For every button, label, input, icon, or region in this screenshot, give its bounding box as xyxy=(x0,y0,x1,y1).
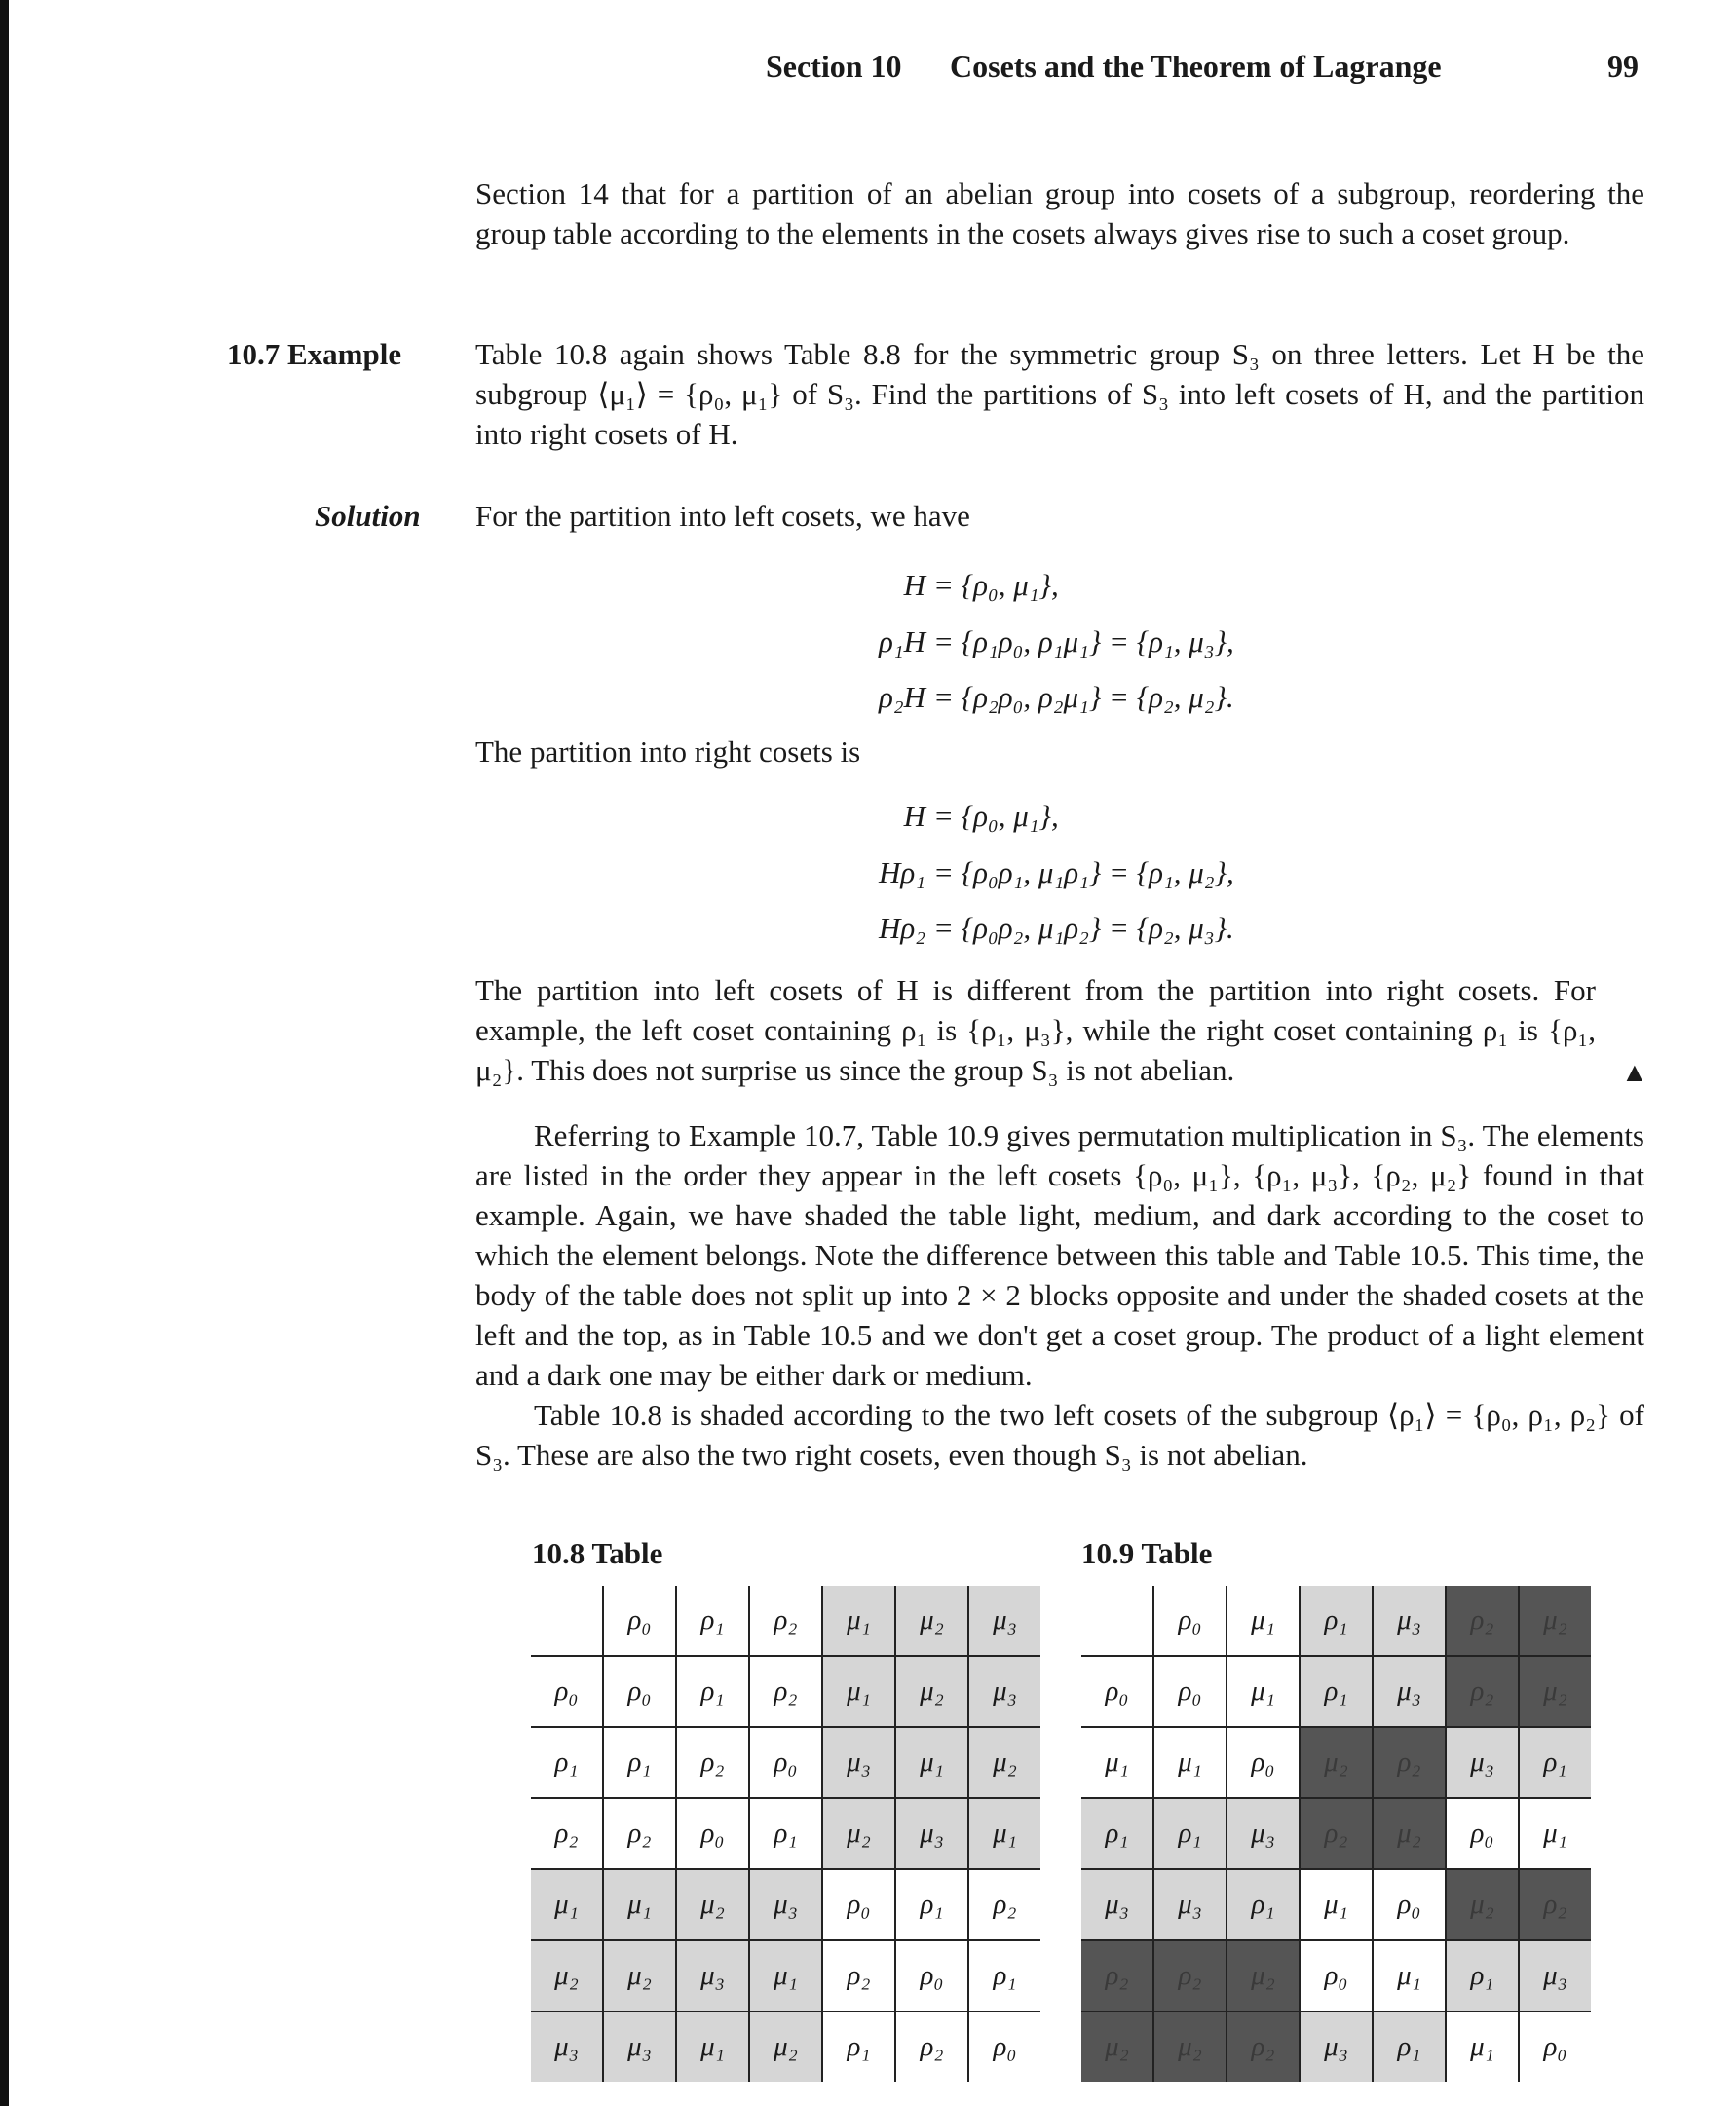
table-cell: ρ₂ xyxy=(1227,2012,1300,2082)
table-cell: ρ₁ xyxy=(895,1869,968,1940)
equation-lhs: Hρ₁ xyxy=(878,855,925,889)
equation-rhs: = {ρ₀, μ₁}, xyxy=(933,799,1059,833)
table-cell: ρ₀ xyxy=(895,1940,968,2012)
table-cell: ρ₀ xyxy=(676,1798,749,1869)
table-cell: ρ₁ xyxy=(968,1940,1040,2012)
solution-conclusion: The partition into left cosets of H is different from the partition into right cosets. For example, the left coset containing ρ₁ is {ρ₁, μ₃}, while the right coset containing ρ₁ is {ρ₁, μ₂}. This does not surprise us since the group S₃ is not abelian. xyxy=(475,973,1596,1087)
table-cell: μ₂ xyxy=(1300,1727,1373,1798)
table-header-cell: ρ₀ xyxy=(603,1586,676,1656)
table-row-label: μ₂ xyxy=(1081,2012,1153,2082)
table-row-label: ρ₀ xyxy=(531,1656,603,1727)
table-header-cell: μ₂ xyxy=(895,1586,968,1656)
table-cell: ρ₂ xyxy=(1446,1656,1519,1727)
page-binding-edge xyxy=(0,0,9,2106)
table-row-label: μ₂ xyxy=(531,1940,603,2012)
table-cell: μ₃ xyxy=(676,1940,749,2012)
table-cell: μ₃ xyxy=(1227,1798,1300,1869)
table-10-9 xyxy=(1081,1586,1591,2082)
table-header-cell: ρ₁ xyxy=(1300,1586,1373,1656)
table-row xyxy=(1081,1727,1591,1798)
table-row-label: ρ₁ xyxy=(531,1727,603,1798)
table-cell: ρ₂ xyxy=(822,1940,895,2012)
table-cell: ρ₁ xyxy=(676,1656,749,1727)
table-cell: ρ₀ xyxy=(1519,2012,1591,2082)
table-cell: ρ₂ xyxy=(676,1727,749,1798)
table-row-label: ρ₂ xyxy=(531,1798,603,1869)
equation-lhs: ρ₁H xyxy=(878,624,925,658)
table-header-cell: ρ₀ xyxy=(1153,1586,1227,1656)
equation-rhs: = {ρ₀, μ₁}, xyxy=(933,568,1059,602)
table-cell: μ₃ xyxy=(895,1798,968,1869)
page-number: 99 xyxy=(1607,49,1639,84)
table-cell: μ₂ xyxy=(1519,1656,1591,1727)
solution-label: Solution xyxy=(315,499,421,533)
table-cell: ρ₂ xyxy=(1373,1727,1446,1798)
table-header-cell: ρ₁ xyxy=(676,1586,749,1656)
table-row-label: μ₃ xyxy=(1081,1869,1153,1940)
example-label: 10.7 Example xyxy=(227,337,402,371)
table-10-8 xyxy=(531,1586,1040,2082)
table-cell: μ₁ xyxy=(822,1656,895,1727)
table-header-cell: ρ₂ xyxy=(1446,1586,1519,1656)
table-header-cell: μ₃ xyxy=(968,1586,1040,1656)
running-head-section: Section 10 xyxy=(766,49,902,84)
table-row xyxy=(531,2012,1040,2082)
table-cell: μ₃ xyxy=(749,1869,822,1940)
table-cell: ρ₂ xyxy=(895,2012,968,2082)
table-cell: μ₁ xyxy=(895,1727,968,1798)
table-header-cell: μ₃ xyxy=(1373,1586,1446,1656)
table-header-cell: μ₁ xyxy=(1227,1586,1300,1656)
table-cell: ρ₁ xyxy=(1227,1869,1300,1940)
table-cell: μ₁ xyxy=(1446,2012,1519,2082)
table-cell: ρ₁ xyxy=(1519,1727,1591,1798)
equation-lhs: Hρ₂ xyxy=(878,911,925,945)
table-cell: ρ₂ xyxy=(749,1656,822,1727)
table-cell: μ₁ xyxy=(968,1798,1040,1869)
equation-rhs: = {ρ₀ρ₂, μ₁ρ₂} = {ρ₂, μ₃}. xyxy=(933,911,1234,945)
table-row xyxy=(531,1727,1040,1798)
table-row xyxy=(1081,1869,1591,1940)
table-cell: ρ₀ xyxy=(603,1656,676,1727)
table-cell: μ₂ xyxy=(1373,1798,1446,1869)
intro-paragraph: Section 14 that for a partition of an abelian group into cosets of a subgroup, reordering the group table according to the elements in the cosets always gives rise to such a coset group. xyxy=(475,176,1644,250)
table-cell: ρ₁ xyxy=(1300,1656,1373,1727)
table-cell: ρ₀ xyxy=(1153,1656,1227,1727)
table-cell: μ₃ xyxy=(1153,1869,1227,1940)
paragraph-table-shading: Table 10.8 is shaded according to the two left cosets of the subgroup ⟨ρ₁⟩ = {ρ₀, ρ₁, ρ₂} of S₃. These are also the two right cosets, even though S₃ is not abelian. xyxy=(475,1398,1644,1472)
table-cell: ρ₁ xyxy=(1446,1940,1519,2012)
table-cell: μ₂ xyxy=(676,1869,749,1940)
table-cell: μ₁ xyxy=(676,2012,749,2082)
table-cell: μ₃ xyxy=(1519,1940,1591,2012)
table-cell: μ₂ xyxy=(822,1798,895,1869)
end-of-example-triangle-icon: ▲ xyxy=(1621,1058,1648,1088)
table-cell: μ₂ xyxy=(749,2012,822,2082)
table-10-9-caption: 10.9 Table xyxy=(1081,1536,1213,1570)
table-cell: ρ₁ xyxy=(749,1798,822,1869)
table-row-label: μ₁ xyxy=(531,1869,603,1940)
table-cell: ρ₀ xyxy=(1373,1869,1446,1940)
equation-rhs: = {ρ₁ρ₀, ρ₁μ₁} = {ρ₁, μ₃}, xyxy=(933,624,1234,658)
table-row-label: ρ₁ xyxy=(1081,1798,1153,1869)
table-header-cell: μ₁ xyxy=(822,1586,895,1656)
table-row-label: ρ₂ xyxy=(1081,1940,1153,2012)
paragraph-referring-example: Referring to Example 10.7, Table 10.9 gives permutation multiplication in S₃. The elements are listed in the order they appear in the left cosets {ρ₀, μ₁}, {ρ₁, μ₃}, {ρ₂, μ₂} found in that example. Again, we have shaded the table light, medium, and dark according to the coset to which the element belongs. Note the difference between this table and Table 10.5. This time, the body of the table does not split up into 2 × 2 blocks opposite and under the shaded cosets at the left and the top, as in Table 10.5 and we don't get a coset group. The product of a light element and a dark one may be either dark or medium. xyxy=(475,1118,1644,1392)
table-cell: μ₁ xyxy=(1227,1656,1300,1727)
table-row xyxy=(1081,2012,1591,2082)
table-row xyxy=(531,1656,1040,1727)
table-cell: μ₃ xyxy=(822,1727,895,1798)
table-cell: ρ₁ xyxy=(1153,1798,1227,1869)
table-header-cell: μ₂ xyxy=(1519,1586,1591,1656)
table-cell: μ₃ xyxy=(968,1656,1040,1727)
table-cell: μ₁ xyxy=(1153,1727,1227,1798)
table-corner-cell xyxy=(1081,1586,1153,1656)
table-row-label: μ₁ xyxy=(1081,1727,1153,1798)
table-cell: μ₃ xyxy=(1300,2012,1373,2082)
table-cell: μ₁ xyxy=(749,1940,822,2012)
table-cell: μ₁ xyxy=(1373,1940,1446,2012)
table-cell: ρ₀ xyxy=(1227,1727,1300,1798)
table-cell: μ₂ xyxy=(1446,1869,1519,1940)
table-cell: μ₁ xyxy=(1300,1869,1373,1940)
table-cell: ρ₂ xyxy=(1300,1798,1373,1869)
table-row xyxy=(1081,1656,1591,1727)
table-cell: ρ₀ xyxy=(1446,1798,1519,1869)
table-cell: ρ₁ xyxy=(822,2012,895,2082)
table-cell: ρ₂ xyxy=(968,1869,1040,1940)
table-row xyxy=(531,1869,1040,1940)
table-cell: ρ₂ xyxy=(603,1798,676,1869)
table-row xyxy=(531,1940,1040,2012)
running-head-title: Cosets and the Theorem of Lagrange xyxy=(950,49,1442,84)
table-cell: μ₂ xyxy=(1227,1940,1300,2012)
equation-lhs: ρ₂H xyxy=(878,680,925,714)
table-cell: ρ₀ xyxy=(1300,1940,1373,2012)
table-cell: ρ₂ xyxy=(1153,1940,1227,2012)
table-row xyxy=(1081,1940,1591,2012)
table-cell: ρ₀ xyxy=(968,2012,1040,2082)
table-row xyxy=(1081,1798,1591,1869)
example-text: Table 10.8 again shows Table 8.8 for the symmetric group S₃ on three letters. Let H be the subgroup ⟨μ₁⟩ = {ρ₀, μ₁} of S₃. Find the partitions of S₃ into left cosets of H, and the partition into right cosets of H. xyxy=(475,337,1644,451)
solution-left-intro: For the partition into left cosets, we have xyxy=(475,499,970,533)
table-cell: ρ₁ xyxy=(603,1727,676,1798)
table-cell: μ₂ xyxy=(895,1656,968,1727)
table-cell: ρ₀ xyxy=(822,1869,895,1940)
table-cell: μ₂ xyxy=(968,1727,1040,1798)
equation-lhs: H xyxy=(903,799,925,833)
equation-lhs: H xyxy=(903,568,925,602)
table-cell: μ₁ xyxy=(603,1869,676,1940)
table-row-label: μ₃ xyxy=(531,2012,603,2082)
equation-rhs: = {ρ₀ρ₁, μ₁ρ₁} = {ρ₁, μ₂}, xyxy=(933,855,1234,889)
equation-rhs: = {ρ₂ρ₀, ρ₂μ₁} = {ρ₂, μ₂}. xyxy=(933,680,1234,714)
table-cell: μ₃ xyxy=(603,2012,676,2082)
table-cell: μ₃ xyxy=(1446,1727,1519,1798)
table-corner-cell xyxy=(531,1586,603,1656)
table-row xyxy=(531,1798,1040,1869)
table-cell: μ₂ xyxy=(1153,2012,1227,2082)
table-cell: ρ₁ xyxy=(1373,2012,1446,2082)
table-10-8-caption: 10.8 Table xyxy=(532,1536,663,1570)
table-cell: ρ₀ xyxy=(749,1727,822,1798)
table-cell: ρ₂ xyxy=(1519,1869,1591,1940)
table-cell: μ₂ xyxy=(603,1940,676,2012)
table-cell: μ₃ xyxy=(1373,1656,1446,1727)
table-row-label: ρ₀ xyxy=(1081,1656,1153,1727)
solution-right-intro: The partition into right cosets is xyxy=(475,734,861,769)
table-cell: μ₁ xyxy=(1519,1798,1591,1869)
table-header-cell: ρ₂ xyxy=(749,1586,822,1656)
